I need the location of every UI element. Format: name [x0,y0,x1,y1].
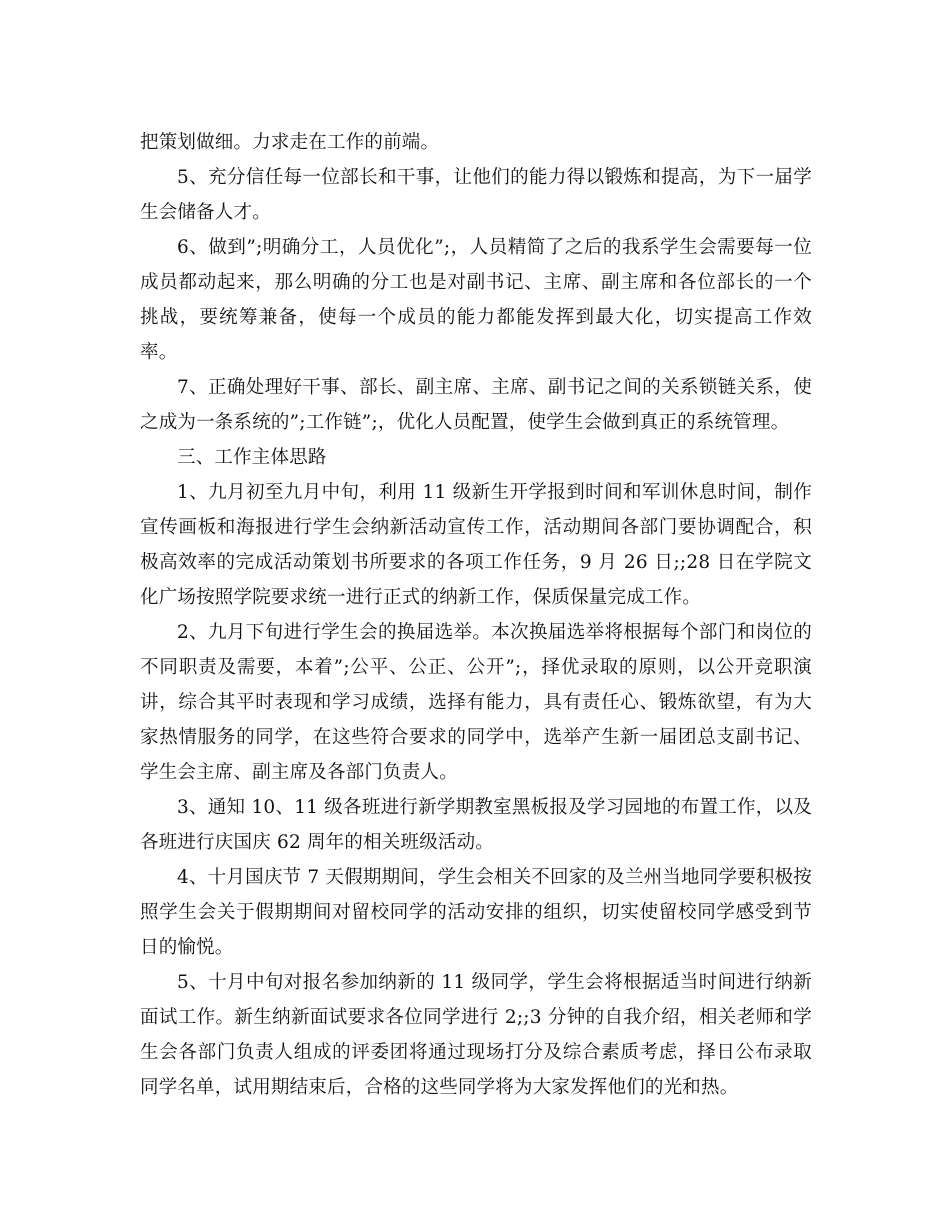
paragraph-4: 7、正确处理好干事、部长、副主席、主席、副书记之间的关系锁链关系，使之成为一条系统的”;工作链”;，优化人员配置，使学生会做到真正的系统管理。 [140,377,812,433]
paragraph-1: 把策划做细。力求走在工作的前端。 [140,132,440,153]
paragraph-10: 5、十月中旬对报名参加纳新的 11 级同学，学生会将根据适当时间进行纳新面试工作。新生纳新面试要求各位同学进行 2;;3 分钟的自我介绍，相关老师和学生会各部门负责人组成的评委团将通过现场打分及综合素质考虑，择日公布录取同学名单，试用期结束后，合格的这些同学将为大家发挥他们的光和热。 [140,972,812,1098]
paragraph-9: 4、十月国庆节 7 天假期期间，学生会相关不回家的及兰州当地同学要积极按照学生会关于假期期间对留校同学的活动安排的组织，切实使留校同学感受到节日的愉悦。 [140,867,812,958]
paragraph-8: 3、通知 10、11 级各班进行新学期教室黑板报及学习园地的布置工作，以及各班进行庆国庆 62 周年的相关班级活动。 [140,797,812,853]
document-page [140,125,812,1105]
paragraph-3: 6、做到”;明确分工，人员优化”;，人员精简了之后的我系学生会需要每一位成员都动起来，那么明确的分工也是对副书记、主席、副主席和各位部长的一个挑战，要统筹兼备，使每一个成员的能力都能发挥到最大化，切实提高工作效率。 [140,237,812,363]
paragraph-2: 5、充分信任每一位部长和干事，让他们的能力得以锻炼和提高，为下一届学生会储备人才。 [140,167,812,223]
paragraph-6: 1、九月初至九月中旬，利用 11 级新生开学报到时间和军训休息时间，制作宣传画板和海报进行学生会纳新活动宣传工作，活动期间各部门要协调配合，积极高效率的完成活动策划书所要求的各项工作任务，9 月 26 日;;28 日在学院文化广场按照学院要求统一进行正式的纳新工作，保质保量完成工作。 [140,482,812,608]
section-heading: 三、工作主体思路 [177,447,327,468]
paragraph-7: 2、九月下旬进行学生会的换届选举。本次换届选举将根据每个部门和岗位的不同职责及需要，本着”;公平、公正、公开”;，择优录取的原则，以公开竞职演讲，综合其平时表现和学习成绩，选择有能力，具有责任心、锻炼欲望，有为大家热情服务的同学，在这些符合要求的同学中，选举产生新一届团总支副书记、学生会主席、副主席及各部门负责人。 [140,622,812,783]
